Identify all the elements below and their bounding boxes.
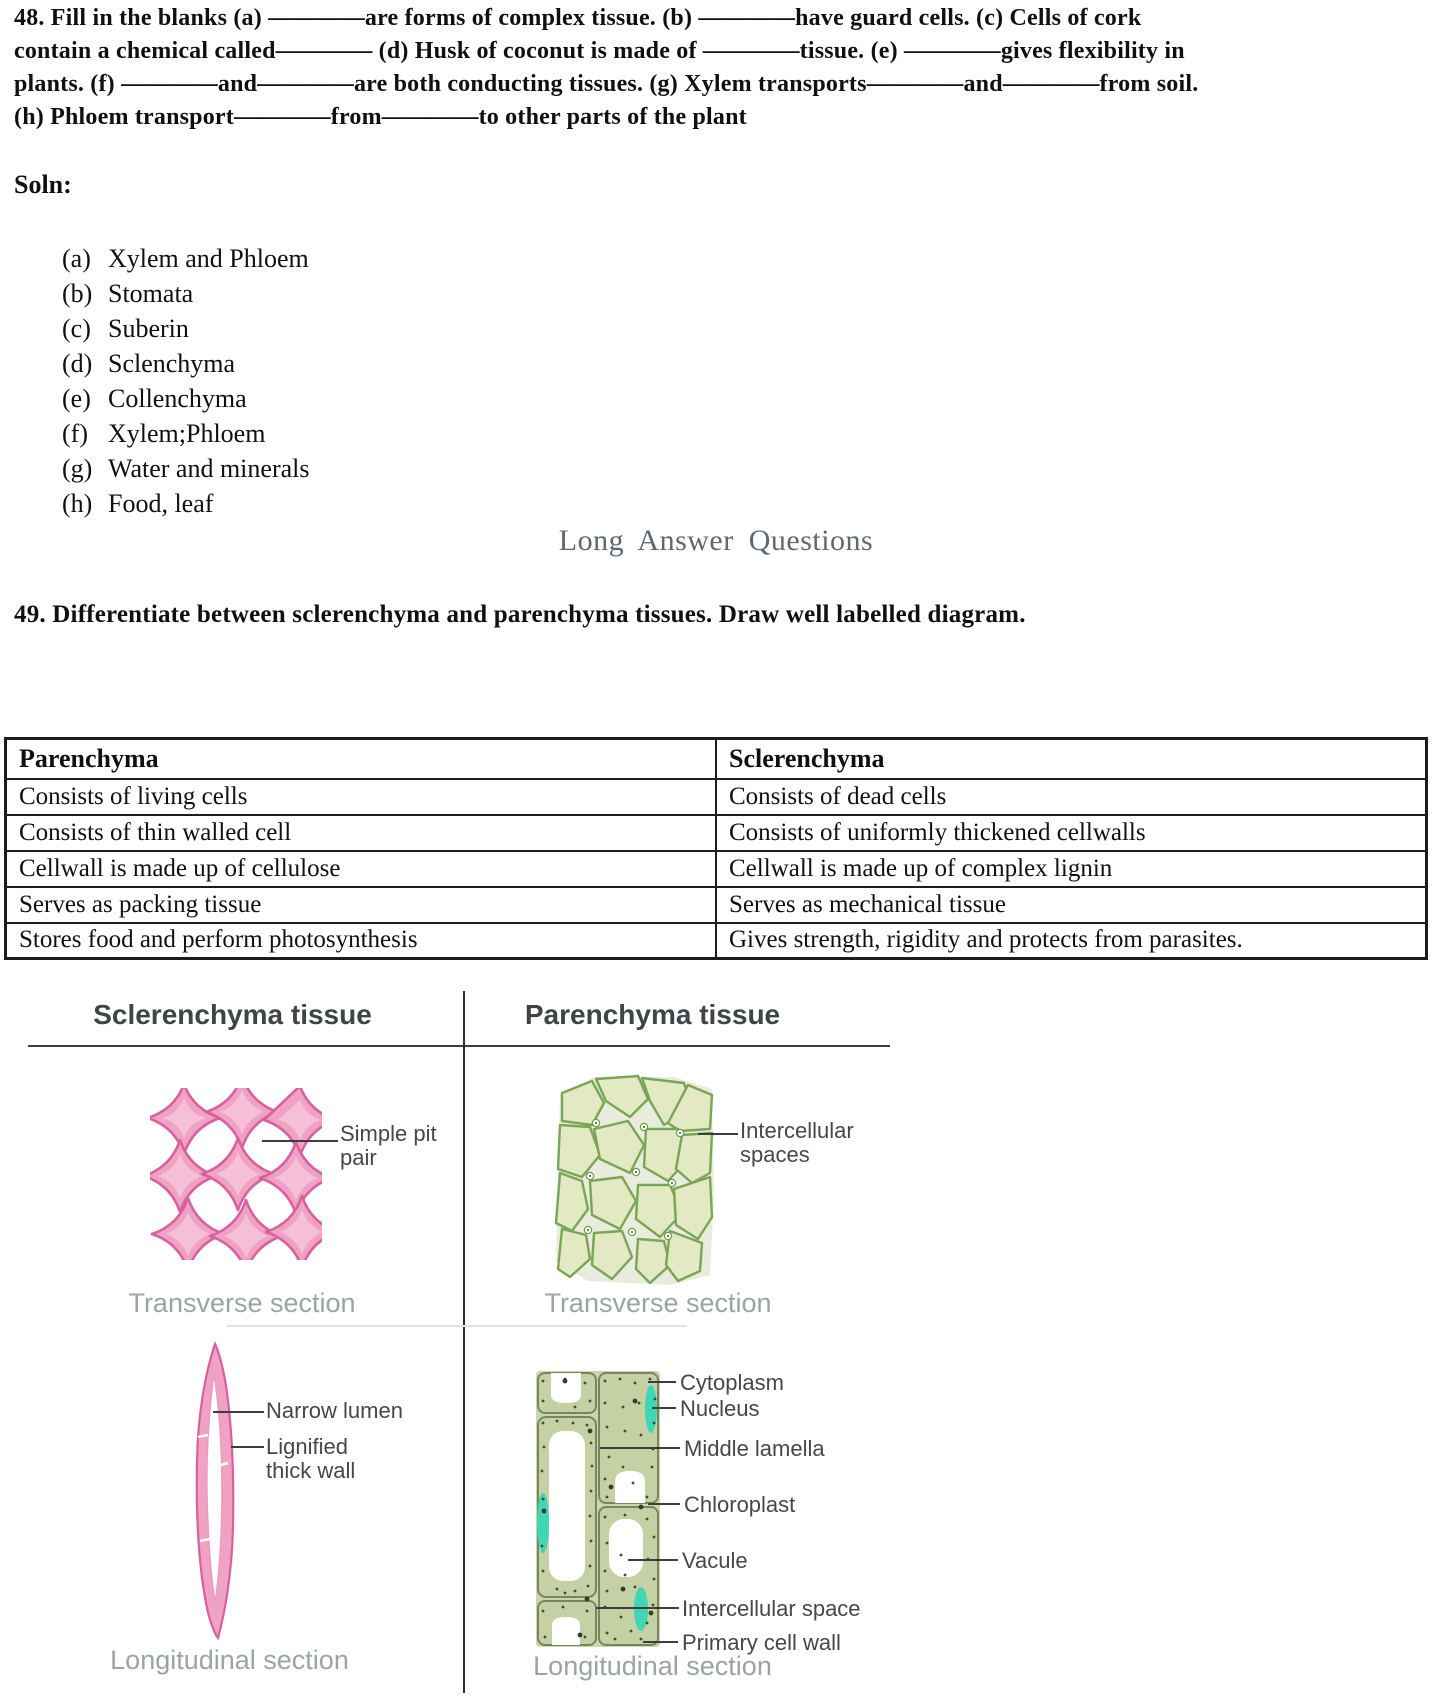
answers-list [62, 244, 310, 524]
answer-text: Xylem;Phloem [108, 419, 266, 448]
leader-lignified-thick-wall [231, 1446, 264, 1448]
solution-label: Soln: [14, 170, 72, 199]
leader-chloroplast [648, 1503, 680, 1505]
figure-vertical-divider [463, 991, 465, 1693]
label-line: Lignified [266, 1434, 348, 1459]
label-simple-pit-pair [340, 1122, 437, 1170]
label-cytoplasm: Cytoplasm [680, 1370, 784, 1395]
leader-nucleus [652, 1407, 676, 1409]
table-cell: Serves as packing tissue [6, 887, 717, 923]
tissue-diagram-figure [0, 985, 1432, 1696]
answer-item-g [62, 454, 310, 489]
answer-key: (h) [62, 489, 93, 518]
label-line: Intercellular [740, 1118, 854, 1143]
label-middle-lamella: Middle lamella [684, 1436, 825, 1461]
table-cell: Gives strength, rigidity and protects from parasites. [716, 923, 1427, 959]
figure-title-sclerenchyma: Sclerenchyma tissue [93, 999, 372, 1030]
leader-intercellular-space [596, 1607, 679, 1609]
header-parenchyma: Parenchyma [6, 739, 717, 779]
label-vacule: Vacule [682, 1548, 748, 1573]
leader-simple-pit [262, 1140, 338, 1142]
question-48-line-1: 48. Fill in the blanks (a) ————are forms of complex tissue. (b) ————have guard cells. (c) Cells of cork [14, 5, 1142, 31]
leader-primary-cell-wall [643, 1641, 678, 1643]
question-48-line-4: (h) Phloem transport————from————to other parts of the plant [14, 104, 747, 130]
answer-text: Suberin [108, 314, 189, 343]
table-cell: Cellwall is made up of cellulose [6, 851, 717, 887]
answer-item-e [62, 384, 310, 419]
answer-item-f [62, 419, 310, 454]
section-heading: Long Answer Questions [558, 524, 874, 557]
sclerenchyma-transverse-diagram [150, 1088, 322, 1260]
label-line: thick wall [266, 1458, 356, 1483]
answer-text: Water and minerals [108, 454, 310, 483]
answer-item-d [62, 349, 310, 384]
label-narrow-lumen: Narrow lumen [266, 1398, 403, 1423]
table-row [6, 851, 1427, 887]
label-line: pair [340, 1145, 377, 1170]
label-line: Simple pit [340, 1121, 437, 1146]
table-cell: Stores food and perform photosynthesis [6, 923, 717, 959]
answer-key: (a) [62, 244, 91, 273]
label-primary-cell-wall: Primary cell wall [682, 1630, 841, 1655]
table-cell: Serves as mechanical tissue [716, 887, 1427, 923]
caption-longitudinal-left: Longitudinal section [110, 1645, 349, 1675]
label-intercellular-spaces [740, 1119, 854, 1167]
answer-text: Stomata [108, 279, 194, 308]
label-chloroplast: Chloroplast [684, 1492, 796, 1517]
table-row [6, 923, 1427, 959]
answer-key: (d) [62, 349, 93, 378]
answer-key: (c) [62, 314, 91, 343]
caption-longitudinal-right: Longitudinal section [533, 1651, 772, 1681]
question-48-line-3: plants. (f) ————and————are both conducting tissues. (g) Xylem transports————and————from soil. [14, 71, 1199, 97]
question-48-line-2: contain a chemical called———— (d) Husk of coconut is made of ————tissue. (e) ————gives flexibility in [14, 38, 1185, 64]
label-line: spaces [740, 1142, 810, 1167]
caption-transverse-right: Transverse section [544, 1288, 772, 1318]
answer-key: (g) [62, 454, 93, 483]
answer-text: Sclenchyma [108, 349, 236, 378]
table-header-row [6, 739, 1427, 779]
leader-narrow-lumen [213, 1411, 264, 1413]
answer-item-b [62, 279, 310, 314]
table-row [6, 779, 1427, 815]
table-cell: Cellwall is made up of complex lignin [716, 851, 1427, 887]
figure-row-separator [227, 1325, 687, 1327]
table-row [6, 887, 1427, 923]
answer-key: (e) [62, 384, 91, 413]
leader-vacule [628, 1559, 678, 1561]
answer-item-h [62, 489, 310, 524]
answer-item-a [62, 244, 310, 279]
table-row [6, 815, 1427, 851]
question-49-text: 49. Differentiate between sclerenchyma and parenchyma tissues. Draw well labelled diagram. [14, 601, 1026, 628]
answer-text: Xylem and Phloem [108, 244, 309, 273]
label-nucleus: Nucleus [680, 1396, 760, 1421]
figure-title-underline [28, 1045, 890, 1047]
figure-title-parenchyma: Parenchyma tissue [524, 999, 781, 1030]
comparison-table [4, 737, 1428, 960]
answer-item-c [62, 314, 310, 349]
table-cell: Consists of dead cells [716, 779, 1427, 815]
header-sclerenchyma: Sclerenchyma [716, 739, 1427, 779]
table-cell: Consists of living cells [6, 779, 717, 815]
leader-cytoplasm [648, 1381, 676, 1383]
label-intercellular-space: Intercellular space [682, 1596, 861, 1621]
table-cell: Consists of uniformly thickened cellwalls [716, 815, 1427, 851]
question-48-text [14, 2, 1424, 134]
sclerenchyma-longitudinal-diagram [184, 1341, 248, 1641]
caption-transverse-left: Transverse section [128, 1288, 356, 1318]
label-lignified-thick-wall [266, 1435, 355, 1483]
answer-key: (b) [62, 279, 93, 308]
parenchyma-longitudinal-diagram [535, 1371, 661, 1647]
leader-intercellular-spaces [698, 1133, 738, 1135]
answer-text: Collenchyma [108, 384, 247, 413]
table-cell: Consists of thin walled cell [6, 815, 717, 851]
parenchyma-transverse-diagram [552, 1073, 718, 1289]
answer-text: Food, leaf [108, 489, 214, 518]
leader-middle-lamella [600, 1447, 680, 1449]
answer-key: (f) [62, 419, 88, 448]
